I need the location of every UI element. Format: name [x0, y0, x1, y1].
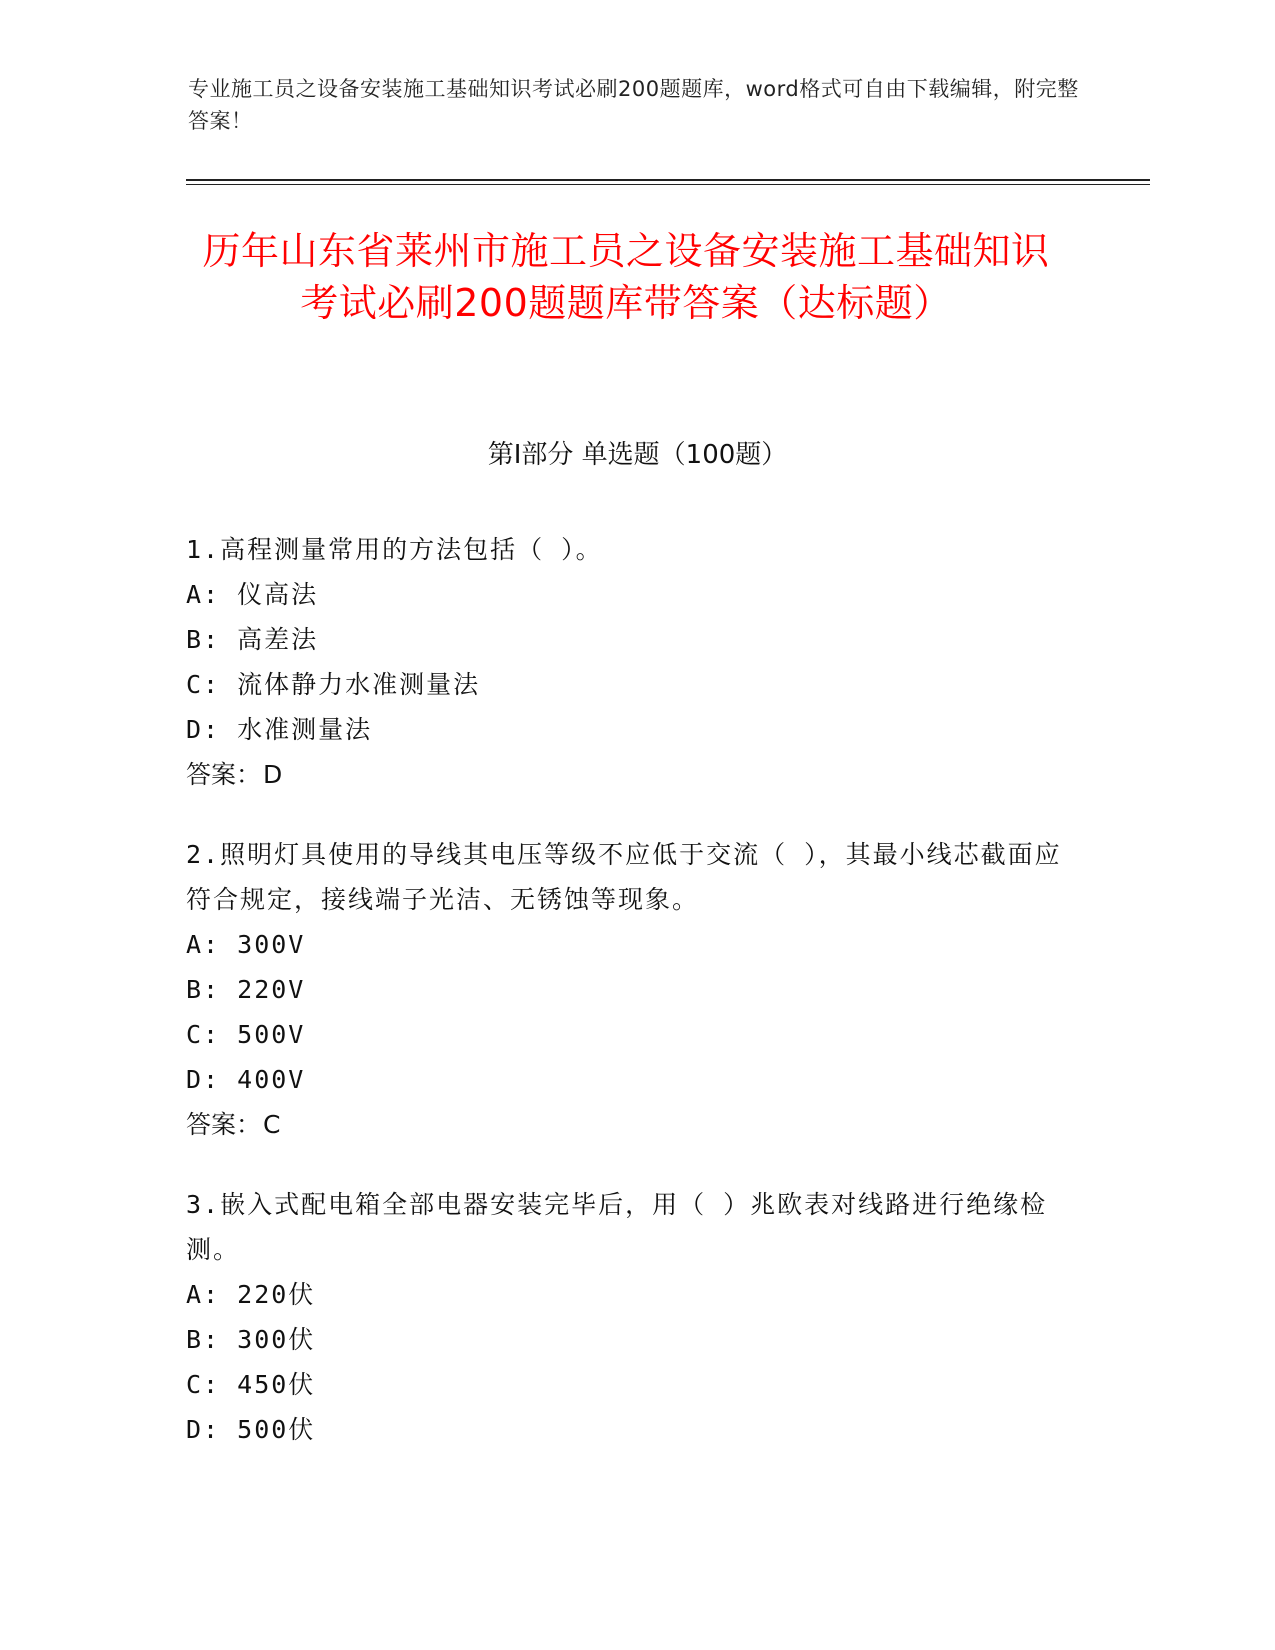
- question-stem: 1.高程测量常用的方法包括（ ）。: [186, 535, 603, 564]
- option-d: D: 水准测量法: [186, 715, 373, 744]
- answer-label: 答案：: [186, 760, 262, 789]
- option-a: A: 300V: [186, 930, 306, 959]
- answer-label: 答案：: [186, 1110, 262, 1139]
- answer-line: [186, 752, 1066, 797]
- question-stem: 3.嵌入式配电箱全部电器安装完毕后，用（ ）兆欧表对线路进行绝缘检测。: [186, 1190, 1048, 1264]
- option-c: C: 500V: [186, 1020, 306, 1049]
- answer-value: C: [263, 1110, 281, 1139]
- document-title: 历年山东省莱州市施工员之设备安装施工基础知识考试必刷200题题库带答案（达标题）: [202, 229, 1050, 325]
- question-list: [186, 527, 1066, 1487]
- header-divider-thin: [186, 184, 1150, 185]
- option-c: C: 流体静力水准测量法: [186, 670, 481, 699]
- option-c: C: 450伏: [186, 1370, 316, 1399]
- option-d: D: 400V: [186, 1065, 306, 1094]
- section-title: 第I部分 单选题（100题）: [487, 440, 788, 470]
- option-a: A: 220伏: [186, 1280, 316, 1309]
- question-2: [186, 832, 1066, 1147]
- header-divider-thick: [186, 179, 1150, 181]
- option-d: D: 500伏: [186, 1415, 316, 1444]
- header-note: 专业施工员之设备安装施工基础知识考试必刷200题题库，word格式可自由下载编辑，附完整答案！: [188, 77, 1079, 133]
- option-b: B: 高差法: [186, 625, 319, 654]
- question-stem: 2.照明灯具使用的导线其电压等级不应低于交流（ ），其最小线芯截面应符合规定，接线端子光洁、无锈蚀等现象。: [186, 840, 1062, 914]
- option-b: B: 220V: [186, 975, 306, 1004]
- answer-line: [186, 1102, 1066, 1147]
- answer-value: D: [263, 760, 283, 789]
- question-3: [186, 1182, 1066, 1452]
- option-a: A: 仪高法: [186, 580, 319, 609]
- question-1: [186, 527, 1066, 797]
- option-b: B: 300伏: [186, 1325, 316, 1354]
